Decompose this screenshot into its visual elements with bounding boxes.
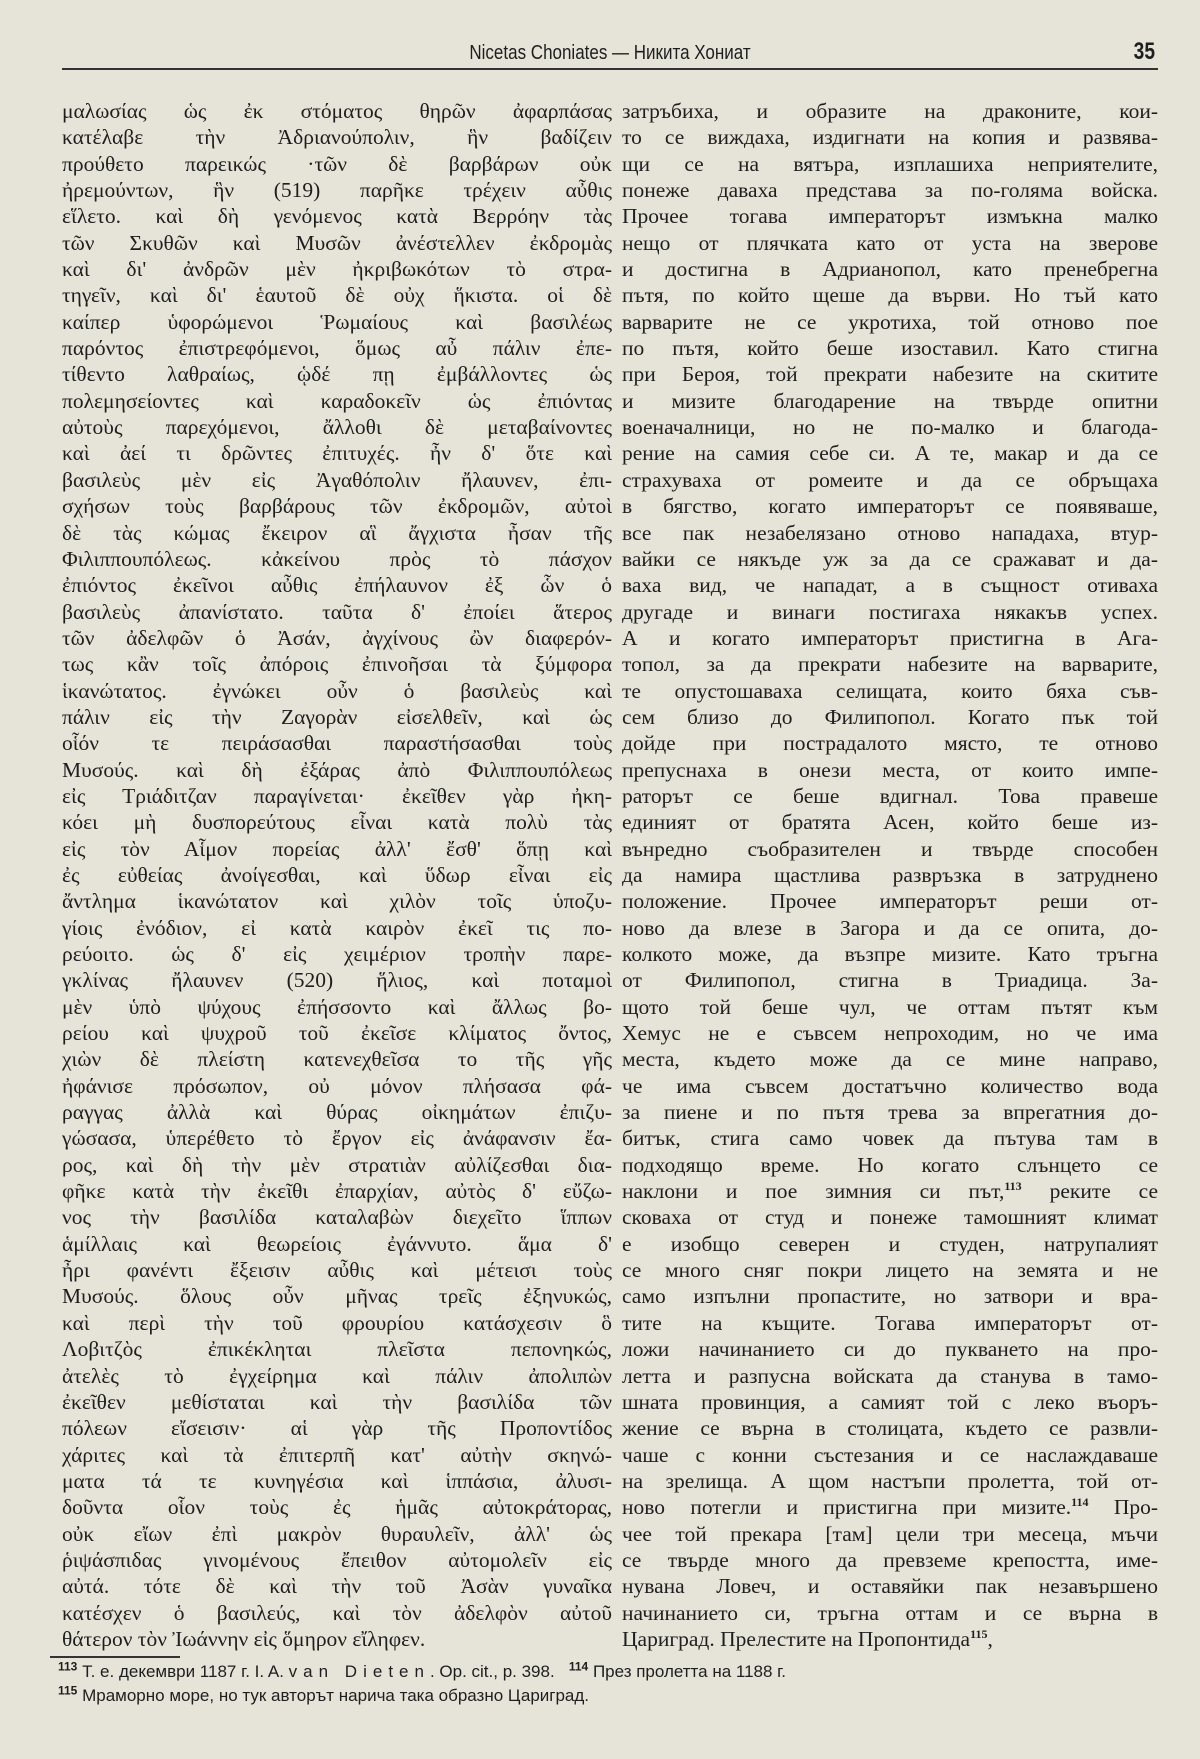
text-line: нещо от плячката като от уста на зверове	[622, 230, 1158, 255]
text-line: τῶν Σκυθῶν καὶ Μυσῶν ἀνέστελλεν ἐκδρομὰς	[62, 230, 612, 255]
text-line: подходящо време. Но когато слънцето се	[622, 1152, 1158, 1177]
text-line: ἐκεῖθεν μεθίσταται καὶ τὴν βασιλίδα τῶν	[62, 1389, 612, 1414]
text-line: ραγγας ἀλλὰ καὶ θύρας οἰκημάτων ἐπιζυ-	[62, 1100, 612, 1125]
footnote-line-1	[58, 1660, 1168, 1684]
text-line: от Филипопол, стигна в Триадица. За-	[622, 968, 1158, 993]
text-line: при Бероя, той прекрати набезите на скитите	[622, 362, 1158, 387]
footnote-line-2	[58, 1684, 1168, 1708]
text-line: πάλιν εἰς τὴν Ζαγορὰν εἰσελθεῖν, καὶ ὡς	[62, 704, 612, 729]
text-line: чаше с конни състезания и се наслаждаваше	[622, 1442, 1158, 1467]
text-line: πολεμησείοντες καὶ καραδοκεῖν ὡς ἐπιόντας	[62, 388, 612, 413]
text-line: се много сняг покри лицето на земята и не	[622, 1258, 1158, 1283]
footnote-separator	[50, 1656, 180, 1658]
footnote-115-text: Мраморно море, но тук авторът нарича така образно Цариград.	[82, 1686, 590, 1705]
text-line: Μυσούς. καὶ δὴ ἐξάρας ἀπὸ Φιλιππουπόλεως	[62, 757, 612, 782]
text-line: топол, за да прекрати набезите на варварите,	[622, 652, 1158, 677]
text-line: κόει μὴ δυσπορεύτους εἶναι κατὰ πολὺ τὰς	[62, 810, 612, 835]
text-line: ваха вид, че нападат, а в същност отиваха	[622, 573, 1158, 598]
text-line: φῆκε κατὰ τὴν ἐκεῖθι ἐπαρχίαν, αὐτὸς δ' εὔζω-	[62, 1179, 612, 1204]
footnote-reference: 115	[970, 1626, 988, 1641]
footnote-115-number: 115	[58, 1683, 78, 1698]
text-line: τῶν ἀδελφῶν ὁ Ἀσάν, ἀγχίνους ὢν διαφερόν-	[62, 625, 612, 650]
page-number: 35	[1133, 38, 1156, 65]
text-line: вайки се някъде уж за да се сражават и да-	[622, 546, 1158, 571]
text-line: καίπερ ὑφορώμενοι Ῥωμαίους καὶ βασιλέως	[62, 309, 612, 334]
text-line: те опустошаваха селищата, които бяха съв-	[622, 678, 1158, 703]
text-line: βασιλεὺς μὲν εἰς Ἀγαθόπολιν ἤλαυνεν, ἐπι-	[62, 467, 612, 492]
text-line: сем близо до Филипопол. Когато пък той	[622, 704, 1158, 729]
text-line: ἁμίλλαις καὶ θεωρείοις ἐγάννυτο. ἅμα δ'	[62, 1231, 612, 1256]
text-line: καὶ περὶ τὴν τοῦ φρουρίου κατάσχεσιν ὃ	[62, 1310, 612, 1335]
footnote-113-rest: . Op. cit., p. 398.	[429, 1662, 555, 1681]
text-line: ματα τά τε κυνηγέσια καὶ ἱππάσια, ἀλυσι-	[62, 1468, 612, 1493]
text-line: варварите не се укротиха, той отново пое	[622, 309, 1158, 334]
text-line: положение. Прочее императорът реши от-	[622, 889, 1158, 914]
text-line: οἷόν τε πειράσασθαι παραστήσασθαι τοὺς	[62, 731, 612, 756]
text-line: в бягство, когато императорът се появяваше,	[622, 494, 1158, 519]
text-line: е изобщо северен и студен, натрупалият	[622, 1231, 1158, 1256]
text-line: затръбиха, и образите на драконите, кои-	[622, 99, 1158, 123]
text-line: ρεύοιτο. ὡς δ' εἰς χειμέριον τροπὴν παρε-	[62, 942, 612, 966]
text-line: ῥιψάσπιδας γινομένους ἔπειθον αὐτομολεῖν εἰς	[62, 1547, 612, 1572]
text-line: само изпълни пропастите, но затвори и вра-	[622, 1284, 1158, 1309]
text-line: τίθεντο λαθραίως, ᾡδέ πῃ ἐμβάλλοντες ὡς	[62, 362, 612, 387]
text-line: εἵλετο. καὶ δὴ γενόμενος κατὰ Βερρόην τὰς	[62, 204, 612, 229]
text-line: шната провинция, а самият той с леко въоръ-	[622, 1389, 1158, 1414]
text-line: ἦρι φανέντι ἔξεισιν αὖθις καὶ μέτεισι τοὺς	[62, 1258, 612, 1283]
text-line: αὐτοὺς παρεχόμενοι, ἄλλοθι δὲ μεταβαίνοντες	[62, 415, 612, 440]
text-line: αὐτά. τότε δὲ καὶ τὴν τοῦ Ἀσὰν γυναῖκα	[62, 1574, 612, 1599]
text-line	[622, 1494, 1158, 1520]
text-line: ρείου καὶ ψυχροῦ τοῦ ἐκεῖσε κλίματος ὄντος,	[62, 1021, 612, 1046]
text-line: νος τὴν βασιλίδα καταλαβὼν διεχεῖτο ἵππων	[62, 1205, 612, 1230]
text-line: γκλίνας ἤλαυνεν (520) ἥλιος, καὶ ποταμοὶ	[62, 968, 612, 993]
text-line: Прочее тогава императорът измъкна малко	[622, 204, 1158, 229]
text-line: на зрелища. А щом настъпи пролетта, той от-	[622, 1468, 1158, 1493]
text-line: βασιλεὺς ἀπανίστατο. ταῦτα δ' ἐποίει ἅτερος	[62, 599, 612, 624]
text-line: и мизите благодарение на твърде опитни	[622, 388, 1158, 413]
text-line: χιὼν δὲ πλείστη κατενεχθεῖσα το τῆς γῆς	[62, 1047, 612, 1072]
text-line: μαλωσίας ὡς ἐκ στόματος θηρῶν ἀφαρπάσας	[62, 99, 612, 123]
text-line: А и когато императорът пристигна в Ага-	[622, 625, 1158, 650]
text-segment: ново потегли и пристигна при мизите.	[622, 1495, 1072, 1520]
text-line: другаде и винаги постигаха някакъв успех.	[622, 599, 1158, 624]
text-line	[622, 1178, 1158, 1204]
text-line: се твърде много да превземе крепостта, име-	[622, 1547, 1158, 1572]
text-line: εἰς Τριάδιτζαν παραγίνεται· ἐκεῖθεν γὰρ ἠκη-	[62, 783, 612, 808]
text-line: κατέσχεν ὁ βασιλεύς, καὶ τὸν ἀδελφὸν αὐτοῦ	[62, 1600, 612, 1625]
text-line: да намира щастлива развръзка в затруднено	[622, 862, 1158, 887]
text-line: γώσασα, ὑπερέθετο τὸ ἔργον εἰς ἀνάφανσιν ἔα-	[62, 1126, 612, 1151]
footnote-114-text: През пролетта на 1188 г.	[592, 1662, 787, 1681]
text-segment: Про-	[1088, 1495, 1159, 1520]
text-line: πόλεων εἴσεισιν· αἱ γὰρ τῆς Προποντίδος	[62, 1416, 612, 1441]
text-line: προύθετο παρεικώς ·τῶν δὲ βαρβάρων οὐκ	[62, 151, 612, 176]
footnote-reference: 114	[1071, 1495, 1089, 1510]
footnote-113-text: Т. е. декември 1187 г. I. A.	[82, 1662, 289, 1681]
text-line: вънредно съобразителен и твърде способен	[622, 836, 1158, 861]
text-line: че има съвсем достатъчно количество вода	[622, 1073, 1158, 1098]
text-line: пътя, по който щеше да върви. Но тъй като	[622, 283, 1158, 308]
text-line: οὐκ εἴων ἐπὶ μακρὸν θυραυλεῖν, ἀλλ' ὡς	[62, 1521, 612, 1546]
text-line: ἄντλημα ἱκανώτατον καὶ χιλὸν τοῖς ὑποζυ-	[62, 889, 612, 914]
text-line	[622, 1626, 1158, 1652]
text-line: ἠρεμούντων, ἣν (519) παρῆκε τρέχειν αὖθις	[62, 178, 612, 203]
text-line: начинанието си, тръгна оттам и се върна в	[622, 1600, 1158, 1625]
text-line: εἰς τὸν Αἷμον πορείας ἀλλ' ἔσθ' ὅπῃ καὶ	[62, 836, 612, 861]
text-line: Λοβιτζὸς ἐπικέκληται πλεῖστα πεπονηκώς,	[62, 1337, 612, 1362]
text-line: παρόντος ἐπιστρεφόμενοι, ὅμως αὖ πάλιν ἐπε-	[62, 336, 612, 361]
text-line: щи се на вятъра, изплашиха неприятелите,	[622, 151, 1158, 176]
text-line: щото той беше чул, че оттам пътят към	[622, 994, 1158, 1019]
text-line: ἀτελὲς τὸ ἐγχείρημα καὶ πάλιν ἀπολιπὼν	[62, 1363, 612, 1388]
text-line: места, където може да се мине направо,	[622, 1047, 1158, 1072]
text-line: Φιλιππουπόλεως. κἀκείνου πρὸς τὸ πάσχον	[62, 546, 612, 571]
text-line: ἐς εὐθείας ἀνοίγεσθαι, καὶ ὕδωρ εἶναι εἰς	[62, 862, 612, 887]
text-line: военачалници, но не по-малко и благода-	[622, 415, 1158, 440]
footnote-113-number: 113	[58, 1659, 78, 1674]
text-line: δὲ τὰς κώμας ἔκειρον αἳ ἄγχιστα ἦσαν τῆς	[62, 520, 612, 545]
text-line: по пътя, който беше изоставил. Като стигна	[622, 336, 1158, 361]
greek-text-column	[62, 98, 612, 1652]
text-line: ἱκανώτατος. ἐγνώκει οὖν ὁ βασιλεὺς καὶ	[62, 678, 612, 703]
text-line: τως κἂν τοῖς ἀπόροις ἐπινοῆσαι τὰ ξύμφορα	[62, 652, 612, 677]
footnote-reference: 113	[1004, 1178, 1022, 1193]
running-title: Nicetas Choniates — Никита Хониат	[469, 42, 751, 64]
text-line: ρος, καὶ δὴ τὴν μὲν στρατιὰν αὐλίζεσθαι δια-	[62, 1152, 612, 1177]
text-line: то се виждаха, издигнати на копия и развява-	[622, 125, 1158, 150]
text-line: сковаха от студ и понеже тамошният климат	[622, 1205, 1158, 1230]
footnote-114-number: 114	[568, 1659, 589, 1674]
text-line: битък, стига само човек да пътува там в	[622, 1126, 1158, 1151]
text-line: σχήσων τοὺς βαρβάρους τῶν ἐκδρομῶν, αὐτοὶ	[62, 494, 612, 519]
text-segment: Цариград. Прелестите на Пропонтида	[622, 1626, 971, 1651]
footnote-113-author: van Dieten	[288, 1662, 430, 1681]
running-header	[62, 30, 1158, 70]
text-line: колкото може, да възпре мизите. Като тръгна	[622, 942, 1158, 966]
text-line: раторът се беше вдигнал. Това правеше	[622, 783, 1158, 808]
text-line: καὶ δι' ἀνδρῶν μὲν ἠκριβωκότων τὸ στρα-	[62, 257, 612, 282]
text-line: и достигна в Адрианопол, като пренебрегна	[622, 257, 1158, 282]
text-line: понеже даваха представа за по-голяма войска.	[622, 178, 1158, 203]
text-line: препуснаха в онези места, от които импе-	[622, 757, 1158, 782]
text-line: τηγεῖν, καὶ δι' ἑαυτοῦ δὲ οὐχ ἥκιστα. οἱ δὲ	[62, 283, 612, 308]
text-line: χάριτες καὶ τὰ ἐπιτερπῆ κατ' αὐτὴν σκηνώ-	[62, 1442, 612, 1467]
text-line: θάτερον τὸν Ἰωάννην εἰς ὅμηρον εἴληφεν.	[62, 1626, 426, 1651]
text-line: дойде при пострадалото място, те отново	[622, 731, 1158, 756]
text-line: летта и разпусна войската да станува в тамо-	[622, 1363, 1158, 1388]
bulgarian-translation-column	[622, 98, 1158, 1652]
text-line: δοῦντα οἷον τοὺς ἐς ἡμᾶς αὐτοκράτορας,	[62, 1495, 612, 1520]
text-line: μὲν ὑπὸ ψύχους ἐπήσσοντο καὶ ἄλλως βο-	[62, 994, 612, 1019]
text-line: нувана Ловеч, и оставяйки пак незавършено	[622, 1574, 1158, 1599]
text-line: ἠφάνισε πρόσωπον, οὐ μόνον πλήσασα φά-	[62, 1073, 612, 1098]
text-line: ново да влезе в Загора и да се опита, до-	[622, 915, 1158, 940]
text-segment: реките се	[1021, 1179, 1158, 1204]
text-line: единият от братята Асен, който беше из-	[622, 810, 1158, 835]
text-line: κατέλαβε τὴν Ἀδριανούπολιν, ἣν βαδίζειν	[62, 125, 612, 150]
footnotes	[58, 1660, 1168, 1708]
text-line: жение се върна в столицата, където се развли-	[622, 1416, 1158, 1441]
text-line: γίοις ἐνόδιον, εἰ κατὰ καιρὸν ἐκεῖ τις πο-	[62, 915, 612, 940]
text-line: ἐπιόντος ἐκεῖνοι αὖθις ἐπήλαυνον ἐξ ὧν ὁ	[62, 573, 612, 598]
text-line: Μυσούς. ὅλους οὖν μῆνας τρεῖς ἐξηνυκώς,	[62, 1284, 612, 1309]
text-line: рение на самия себе си. А те, макар и да се	[622, 441, 1158, 466]
text-line: ложи начинанието си до пукването на про-	[622, 1337, 1158, 1362]
text-line: за пиене и по пътя трева за впрегатния до-	[622, 1100, 1158, 1125]
text-line: все пак незабелязано отново нападаха, втур-	[622, 520, 1158, 545]
text-segment: наклони и пое зимния си път,	[622, 1179, 1005, 1204]
text-line: чее той прекара [там] цели три месеца, мъчи	[622, 1521, 1158, 1546]
text-line: Хемус не е съвсем непроходим, но че има	[622, 1021, 1158, 1046]
text-line: καὶ ἀεί τι δρῶντες ἐπιτυχές. ἦν δ' ὅτε καὶ	[62, 441, 612, 466]
text-line: страхуваха от ромеите и да се обръщаха	[622, 467, 1158, 492]
text-line: тите на къщите. Тогава императорът от-	[622, 1310, 1158, 1335]
text-segment: ,	[987, 1626, 993, 1651]
